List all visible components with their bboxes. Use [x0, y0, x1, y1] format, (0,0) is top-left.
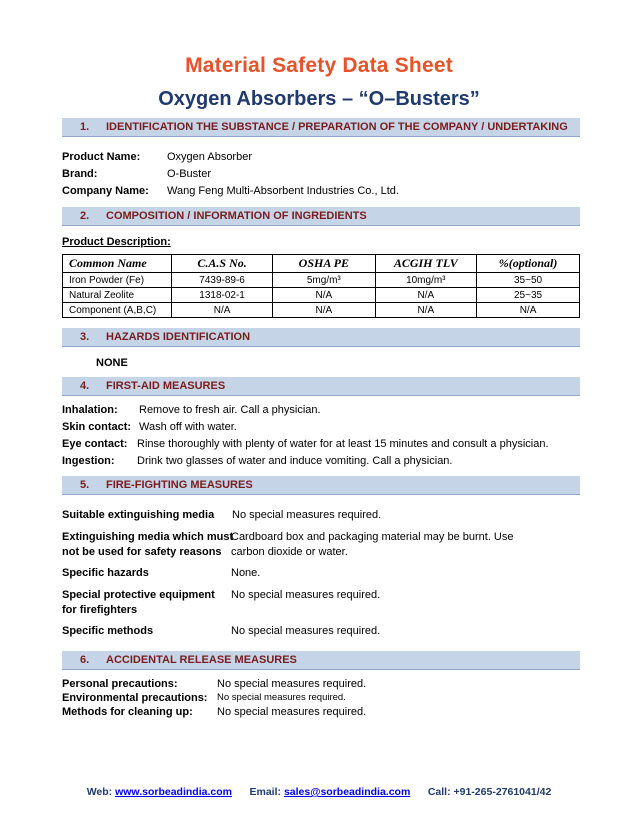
environmental-precautions-value: No special measures required. [217, 692, 346, 703]
ingestion-label: Ingestion: [62, 455, 115, 467]
table-cell: Natural Zeolite [63, 288, 172, 303]
section-6-header [62, 651, 580, 670]
inhalation-label: Inhalation: [62, 404, 118, 416]
section-number: 1. [80, 121, 90, 133]
table-cell: 25~35 [477, 288, 580, 303]
section-title: COMPOSITION / INFORMATION OF INGREDIENTS [106, 210, 367, 222]
table-header: OSHA PE [273, 255, 375, 273]
table-header-row [63, 255, 580, 273]
web-label: Web: [86, 786, 113, 798]
suitable-media-label: Suitable extinguishing media [62, 509, 215, 521]
footer-contact [0, 786, 638, 798]
skin-contact-label: Skin contact: [62, 421, 132, 433]
table-cell: N/A [375, 288, 477, 303]
unsuitable-media-value: Cardboard box and packaging material may be burnt. Use [231, 531, 514, 543]
cleaning-methods-label: Methods for cleaning up: [62, 706, 193, 718]
table-cell: 10mg/m³ [375, 273, 477, 288]
personal-precautions-label: Personal precautions: [62, 678, 178, 690]
product-name-value: Oxygen Absorber [167, 151, 252, 163]
inhalation-value: Remove to fresh air. Call a physician. [139, 404, 321, 416]
table-row [63, 288, 580, 303]
table-cell: N/A [273, 303, 375, 318]
section-number: 3. [80, 331, 90, 343]
section-number: 4. [80, 380, 90, 392]
table-cell: N/A [172, 303, 273, 318]
table-cell: 35~50 [477, 273, 580, 288]
eye-contact-label: Eye contact: [62, 438, 128, 450]
table-cell: 5mg/m³ [273, 273, 375, 288]
table-cell: 1318-02-1 [172, 288, 273, 303]
unsuitable-media-label: not be used for safety reasons [62, 546, 222, 558]
section-title: HAZARDS IDENTIFICATION [106, 331, 251, 343]
table-header: %(optional) [477, 255, 580, 273]
hazards-value: NONE [96, 357, 128, 369]
section-2-header [62, 207, 580, 226]
table-row [63, 273, 580, 288]
composition-table [62, 254, 580, 318]
specific-methods-label: Specific methods [62, 625, 154, 637]
section-4-header [62, 377, 580, 396]
suitable-media-value: No special measures required. [232, 509, 382, 521]
personal-precautions-value: No special measures required. [217, 678, 367, 690]
product-description-label: Product Description: [62, 236, 171, 248]
protective-equipment-label: for firefighters [62, 604, 138, 616]
website-link[interactable]: www.sorbeadindia.com [115, 786, 232, 798]
table-cell: 7439-89-6 [172, 273, 273, 288]
brand-value: O-Buster [167, 168, 212, 180]
section-number: 2. [80, 210, 90, 222]
section-3-header [62, 328, 580, 347]
skin-contact-value: Wash off with water. [139, 421, 237, 433]
email-label: Email: [249, 786, 282, 798]
eye-contact-value: Rinse thoroughly with plenty of water for at least 15 minutes and consult a physician. [137, 438, 549, 450]
company-name-label: Company Name: [62, 185, 149, 197]
unsuitable-media-value: carbon dioxide or water. [231, 546, 348, 558]
specific-hazards-value: None. [231, 567, 261, 579]
table-cell: N/A [375, 303, 477, 318]
table-header: C.A.S No. [172, 255, 273, 273]
section-1-header [62, 118, 580, 137]
protective-equipment-label: Special protective equipment [62, 589, 215, 601]
company-name-value: Wang Feng Multi-Absorbent Industries Co., Ltd. [167, 185, 399, 197]
environmental-precautions-label: Environmental precautions: [62, 692, 208, 704]
protective-equipment-value: No special measures required. [231, 589, 381, 601]
email-link[interactable]: sales@sorbeadindia.com [283, 786, 411, 798]
section-title: FIRST-AID MEASURES [106, 380, 226, 392]
specific-methods-value: No special measures required. [231, 625, 381, 637]
phone-text: Call: +91-265-2761041/42 [427, 786, 552, 798]
specific-hazards-label: Specific hazards [62, 567, 149, 579]
section-title: ACCIDENTAL RELEASE MEASURES [106, 654, 297, 666]
table-row [63, 303, 580, 318]
table-cell: Component (A,B,C) [63, 303, 172, 318]
table-cell: N/A [273, 288, 375, 303]
table-header: Common Name [63, 255, 172, 273]
ingestion-value: Drink two glasses of water and induce vomiting. Call a physician. [137, 455, 453, 467]
table-header: ACGIH TLV [375, 255, 477, 273]
table-cell: Iron Powder (Fe) [63, 273, 172, 288]
brand-label: Brand: [62, 168, 98, 180]
product-name-label: Product Name: [62, 151, 141, 163]
section-title: IDENTIFICATION THE SUBSTANCE / PREPARATION OF THE COMPANY / UNDERTAKING [106, 121, 568, 133]
section-5-header [62, 476, 580, 495]
document-title: Material Safety Data Sheet [185, 54, 453, 77]
table-cell: N/A [477, 303, 580, 318]
cleaning-methods-value: No special measures required. [217, 706, 367, 718]
document-subtitle: Oxygen Absorbers – “O–Busters” [158, 88, 480, 110]
section-number: 6. [80, 654, 90, 666]
section-title: FIRE-FIGHTING MEASURES [106, 479, 253, 491]
section-number: 5. [80, 479, 90, 491]
unsuitable-media-label: Extinguishing media which must [62, 531, 234, 543]
